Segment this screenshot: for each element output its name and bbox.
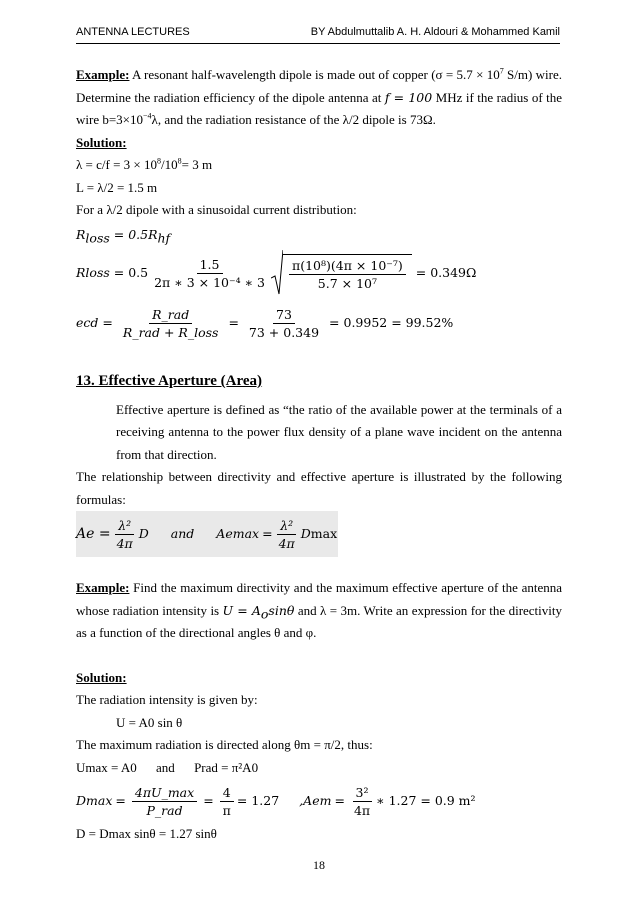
relationship-text: The relationship between directivity and effective aperture is illustrated by the following formulas: xyxy=(76,469,562,507)
max-radiation-line: The maximum radiation is directed along θm = π/2, thus: xyxy=(76,737,373,752)
example1-label: Example: xyxy=(76,67,130,82)
solution2-label: Solution: xyxy=(76,669,127,685)
rloss-equation: $R_{loss} = 0.5R_{hf}$ xyxy=(76,226,171,246)
section-title: 13. Effective Aperture (Area) xyxy=(76,373,263,389)
dipole-note: For a λ/2 dipole with a sinusoidal current distribution: xyxy=(76,202,357,217)
page-number: 18 xyxy=(313,858,325,872)
solution1-label: Solution: xyxy=(76,134,127,150)
page-header xyxy=(76,23,560,44)
example2-paragraph: Example: Find the maximum directivity and the maximum effective aperture of the antenna whose radiation intensity is $U = A_o\sin\theta$ and λ = 3m. Write an expression for the directivity as a function of the directional angles θ and φ. xyxy=(76,580,563,640)
aperture-definition: Effective aperture is defined as “the ratio of the available power at the terminals of a receiving antenna to the power flux density of a plane wave incident on the antenna from that direction. xyxy=(116,401,562,462)
wavelength-line: $\lambda = c/f = 3 \times 10^8/10^8= 3$ m xyxy=(76,156,213,172)
example1-paragraph: Example: A resonant half-wavelength dipole is made out of copper ($\sigma = 5.7 \times 10^7$ S/m) wire. Determine the radiation efficiency of the dipole antenna at f = 100 MHz if the radius of the wire $b=3\times 10^{-4}\lambda$, and the radiation resistance of the λ/2 dipole is 73Ω. xyxy=(76,66,563,127)
example2-label: Example: xyxy=(76,580,130,595)
aperture-formula-box: Ae = $\frac{\text{λ²}}{4\pi}$ D and Ae max = $\frac{\text{λ²}}{4\pi}$ D max xyxy=(76,511,338,557)
directivity-expression: D = Dmax sinθ = 1.27 sinθ xyxy=(76,826,217,841)
fraction: $\frac{1.5}{\text{2π ∗ 3 × 10⁻⁴ ∗ 3}}$ xyxy=(154,256,266,290)
header-title: ANTENNA LECTURES xyxy=(76,26,190,38)
page-content xyxy=(76,64,562,846)
radical-sign-icon xyxy=(271,250,283,296)
umax-prad-line: Umax = A0 and Prad = π²A0 xyxy=(76,759,259,775)
header-authors: BY Abdulmuttalib A. H. Aldouri & Mohammed Kamil xyxy=(310,26,560,38)
efficiency-equation: e cd = $\frac{\text{R\_rad}}{\text{R\_rad + R\_loss}}$ = $\frac{73}{73 + 0.349}$ = 0.9952 = 99.52% xyxy=(76,306,454,340)
intensity-line: The radiation intensity is given by: xyxy=(76,692,258,707)
square-root: $\frac{\text{π(10⁸)(4π × 10⁻⁷)}}{\text{5.7 × 10⁷}}$ xyxy=(271,250,412,296)
rloss-calc-equation: R loss = 0.5 $\frac{1.5}{\text{2π ∗ 3 × 10⁻⁴ ∗ 3}}$ $\frac{\text{π(10⁸)(4π × 10⁻⁷)}}{\text{5.7 × 10⁷}}$ = 0.349Ω xyxy=(76,246,562,300)
intensity-equation: U = A0 sin θ xyxy=(116,714,183,730)
length-line: L = λ/2 = 1.5 m xyxy=(76,179,158,195)
dmax-equation: D max = $\frac{4\pi U\_\max}{\text{P\_rad}}$ = $\frac{4}{\pi}$ = 1.27 ,A em = $\frac{\text{3²}}{4\pi}$ ∗ 1.27 = 0.9 m² xyxy=(76,784,476,818)
